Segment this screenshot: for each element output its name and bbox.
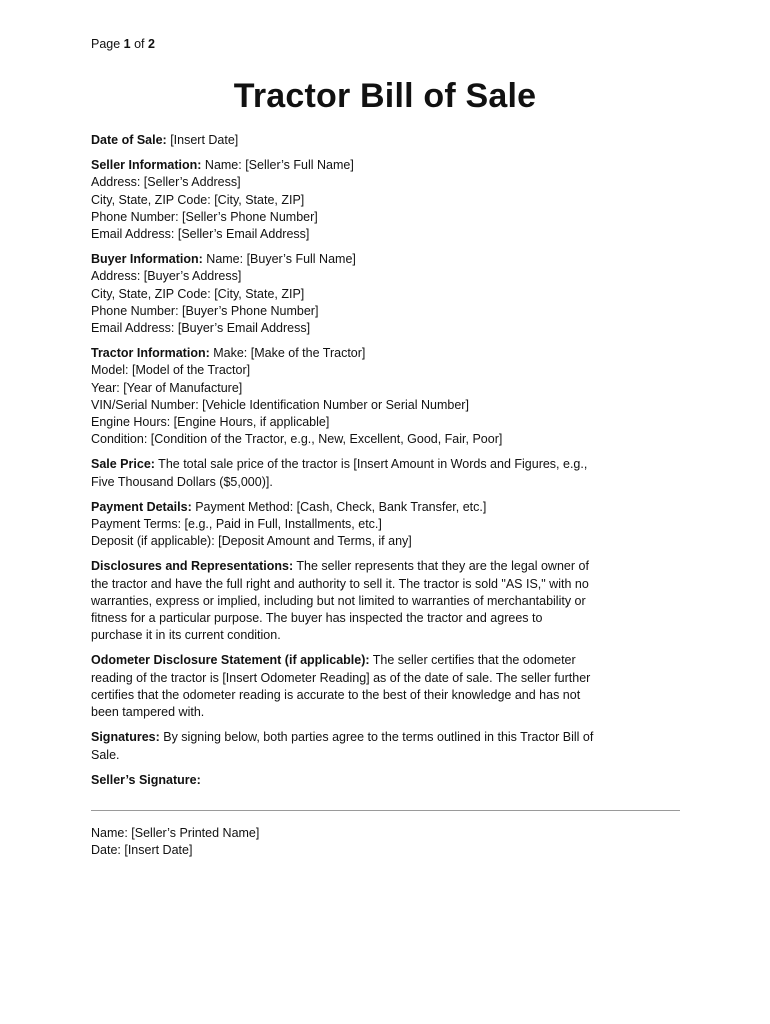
seller-signature-details [91,825,259,859]
seller-name-line [91,157,691,174]
odometer-label: Odometer Disclosure Statement (if applicable): [91,653,370,668]
seller-email: Email Address: [Seller’s Email Address] [91,227,310,242]
odometer-line-4: been tampered with. [91,705,205,720]
tractor-model: Model: [Model of the Tractor] [91,363,251,378]
payment-method-line [91,499,691,516]
page-indicator-prefix: Page [91,37,124,51]
odometer-line-1 [91,652,691,669]
disclosures-line-4: fitness for a particular purpose. The buyer has inspected the tractor and agrees to [91,611,543,626]
buyer-phone: Phone Number: [Buyer’s Phone Number] [91,303,319,318]
seller-name: Name: [Seller’s Full Name] [201,158,354,173]
tractor-make: Make: [Make of the Tractor] [209,346,366,361]
date-of-sale-section [91,132,691,149]
seller-signature-label: Seller’s Signature: [91,772,201,787]
odometer-line-3: certifies that the odometer reading is accurate to the best of their knowledge and has not [91,687,581,702]
page-indicator-total: 2 [148,37,155,51]
tractor-make-line [91,345,691,362]
sale-price-line-1 [91,456,691,473]
disclosures-line-2: the tractor and have the full right and authority to sell it. The tractor is sold "AS IS," with no [91,576,589,591]
tractor-engine-hours: Engine Hours: [Engine Hours, if applicable] [91,415,330,430]
signatures-line-1 [91,729,691,746]
buyer-city-state-zip: City, State, ZIP Code: [City, State, ZIP] [91,286,305,301]
odometer-line-2: reading of the tractor is [Insert Odometer Reading] as of the date of sale. The seller further [91,670,591,685]
seller-signature-line [91,810,680,811]
tractor-year: Year: [Year of Manufacture] [91,380,243,395]
date-of-sale-label: Date of Sale: [91,133,167,147]
seller-signature-section [91,772,691,789]
page-indicator-current: 1 [123,37,131,51]
page-indicator-middle: of [130,37,148,51]
seller-information-label: Seller Information: [91,158,202,173]
seller-phone: Phone Number: [Seller’s Phone Number] [91,209,318,224]
sale-price-text-1: The total sale price of the tractor is [Insert Amount in Words and Figures, e.g., [154,457,588,472]
seller-signature-date: Date: [Insert Date] [91,843,193,858]
buyer-name: Name: [Buyer’s Full Name] [202,252,356,267]
payment-details-section [91,499,691,551]
seller-address: Address: [Seller’s Address] [91,175,241,190]
payment-terms: Payment Terms: [e.g., Paid in Full, Installments, etc.] [91,517,382,532]
tractor-vin: VIN/Serial Number: [Vehicle Identification Number or Serial Number] [91,397,469,412]
date-of-sale-line [91,132,691,149]
document-title: Tractor Bill of Sale [233,77,537,115]
seller-city-state-zip: City, State, ZIP Code: [City, State, ZIP] [91,192,305,207]
seller-information-section [91,157,691,243]
sale-price-line-2: Five Thousand Dollars ($5,000)]. [91,474,273,489]
payment-deposit: Deposit (if applicable): [Deposit Amount and Terms, if any] [91,534,412,549]
disclosures-text-1: The seller represents that they are the legal owner of [293,559,589,574]
tractor-condition: Condition: [Condition of the Tractor, e.g., New, Excellent, Good, Fair, Poor] [91,432,503,447]
odometer-section [91,652,691,721]
seller-printed-name: Name: [Seller’s Printed Name] [91,826,260,840]
odometer-text-1: The seller certifies that the odometer [369,653,576,668]
disclosures-line-3: warranties, express or implied, including but not limited to warranties of merchantability or [91,593,586,608]
disclosures-section [91,558,691,644]
buyer-information-section [91,251,691,337]
disclosures-label: Disclosures and Representations: [91,559,294,574]
payment-method: Payment Method: [Cash, Check, Bank Transfer, etc.] [191,499,487,514]
sale-price-label: Sale Price: [91,457,155,472]
sale-price-section [91,456,691,490]
signatures-line-2: Sale. [91,747,120,762]
page-indicator [91,36,155,52]
payment-details-label: Payment Details: [91,499,192,514]
buyer-information-label: Buyer Information: [91,252,203,267]
buyer-address: Address: [Buyer’s Address] [91,269,242,284]
buyer-email: Email Address: [Buyer’s Email Address] [91,321,311,336]
tractor-information-section [91,345,691,448]
signatures-text-1: By signing below, both parties agree to the terms outlined in this Tractor Bill of [159,730,594,745]
tractor-information-label: Tractor Information: [91,346,210,361]
document-body [91,132,691,797]
date-of-sale-value: [Insert Date] [166,133,239,147]
disclosures-line-1 [91,558,691,575]
disclosures-line-5: purchase it in its current condition. [91,628,281,643]
buyer-name-line [91,251,691,268]
signatures-section [91,729,691,763]
signatures-label: Signatures: [91,730,160,745]
